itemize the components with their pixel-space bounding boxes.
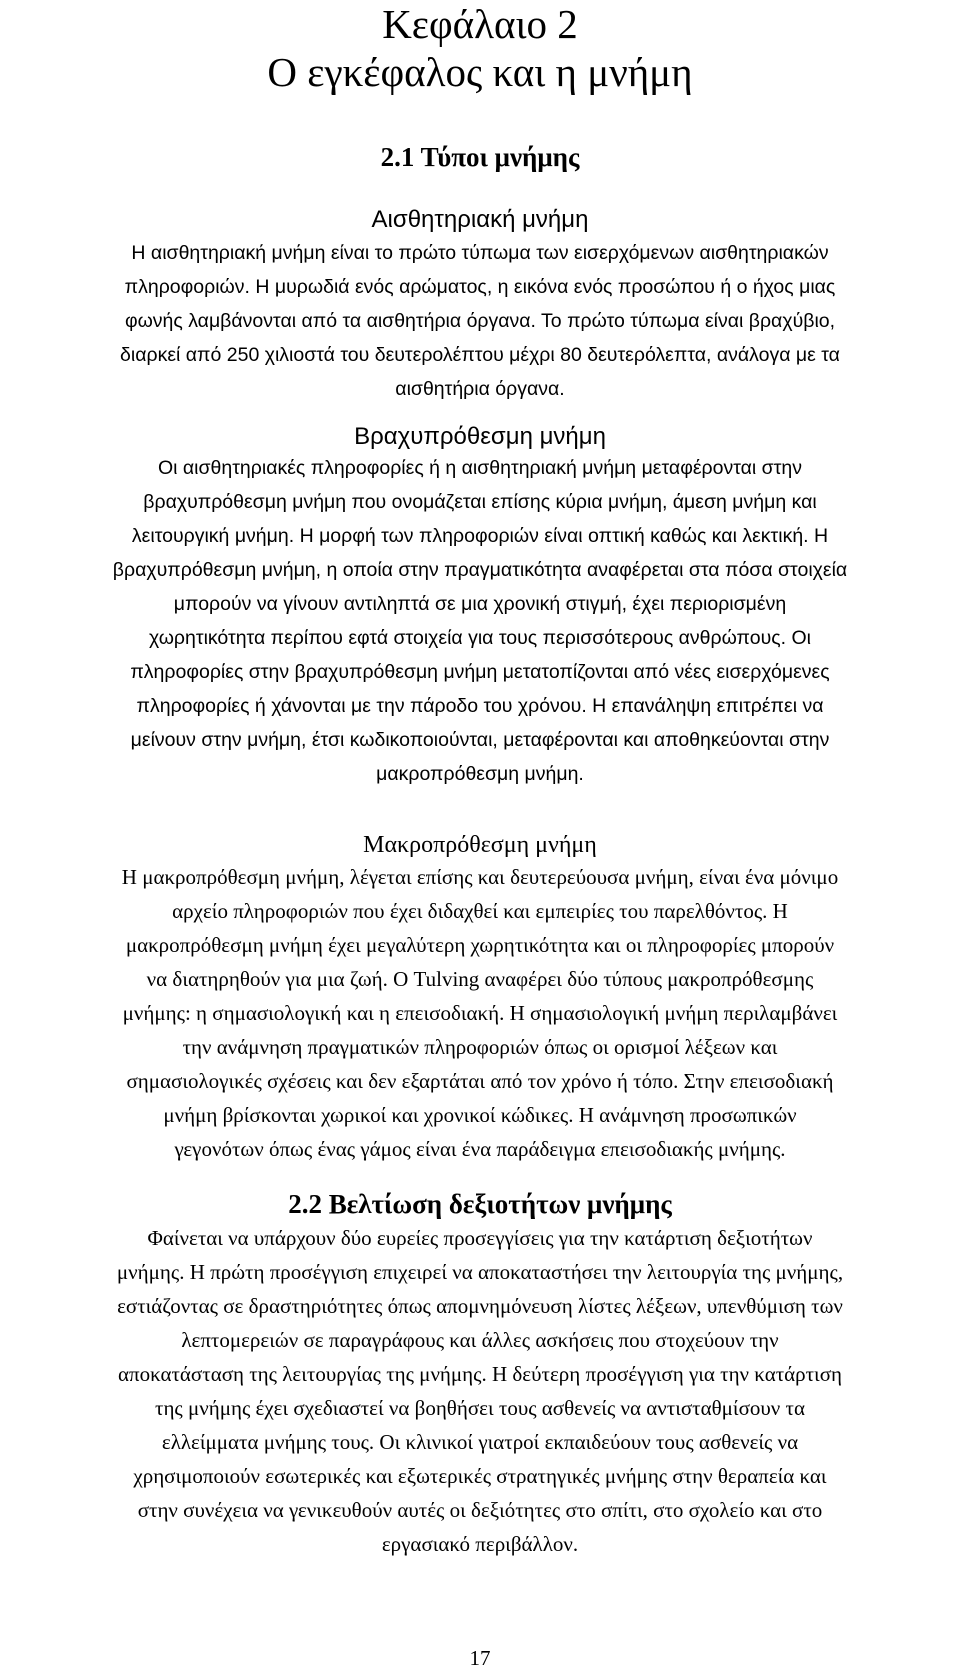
paragraph-line: μνήμη βρίσκονται χωρικοί και χρονικοί κώδικες. Η ανάμνηση προσωπικών xyxy=(163,1103,797,1127)
section-heading-2-2: 2.2 Βελτίωση δεξιοτήτων μνήμης xyxy=(288,1189,672,1219)
paragraph-line: την ανάμνηση πραγματικών πληροφοριών όπως οι ορισμοί λέξεων και xyxy=(182,1035,778,1059)
paragraph-line: χωρητικότητα περίπου εφτά στοιχεία για τους περισσότερους ανθρώπους. Οι xyxy=(149,627,811,649)
chapter-title xyxy=(0,0,960,96)
paragraph-line: λειτουργική μνήμη. Η μορφή των πληροφοριών είναι οπτική καθώς και λεκτική. Η xyxy=(131,525,829,547)
paragraph-line: διαρκεί από 250 χιλιοστά του δευτερολέπτου μέχρι 80 δευτερόλεπτα, ανάλογα με τα xyxy=(120,344,840,366)
paragraph-memory-skills xyxy=(6,1221,954,1561)
chapter-title-line-1: Κεφάλαιο 2 xyxy=(382,1,578,47)
paragraph-line: εργασιακό περιβάλλον. xyxy=(381,1532,579,1556)
paragraph-line: πληροφοριών. Η μυρωδιά ενός αρώματος, η εικόνα ενός προσώπου ή ο ήχος μιας xyxy=(124,276,836,298)
paragraph-line: μνήμης. Η πρώτη προσέγγιση επιχειρεί να αποκαταστήσει την λειτουργία της μνήμης, xyxy=(116,1260,844,1284)
page-number: 17 xyxy=(469,1646,491,1670)
subheading-long-term-memory: Μακροπρόθεσμη μνήμη xyxy=(363,832,597,858)
paragraph-line: εστιάζοντας σε δραστηριότητες όπως απομνημόνευση λίστες λέξεων, υπενθύμιση των xyxy=(117,1294,843,1318)
paragraph-line: βραχυπρόθεσμη μνήμη, η οποία στην πραγματικότητα αναφέρεται στα πόσα στοιχεία xyxy=(112,559,848,581)
section-heading-2-1: 2.1 Τύποι μνήμης xyxy=(380,142,580,172)
paragraph-sensory-memory xyxy=(6,236,954,406)
paragraph-line: της μνήμης έχει σχεδιαστεί να βοηθήσει τους ασθενείς να αντισταθμίσουν τα xyxy=(155,1396,805,1420)
paragraph-line: σημασιολογικές σχέσεις και δεν εξαρτάται από τον χρόνο ή τόπο. Στην επεισοδιακή xyxy=(126,1069,834,1093)
paragraph-line: αποκατάσταση της λειτουργίας της μνήμης. Η δεύτερη προσέγγιση για την κατάρτιση xyxy=(117,1362,843,1386)
subheading-sensory-memory: Αισθητηριακή μνήμη xyxy=(371,206,589,233)
paragraph-line: βραχυπρόθεσμη μνήμη που ονομάζεται επίσης κύρια μνήμη, άμεση μνήμη και xyxy=(143,491,817,513)
paragraph-line: μακροπρόθεσμη μνήμη έχει μεγαλύτερη χωρητικότητα και οι πληροφορίες μπορούν xyxy=(125,933,835,957)
paragraph-line: αρχείο πληροφοριών που έχει διδαχθεί και εμπειρίες του παρελθόντος. Η xyxy=(172,899,788,923)
paragraph-line: πληροφορίες ή χάνονται με την πάροδο του χρόνου. Η επανάληψη επιτρέπει να xyxy=(136,695,824,717)
paragraph-line: ελλείμματα μνήμης τους. Οι κλινικοί γιατροί εκπαιδεύουν τους ασθενείς να xyxy=(161,1430,799,1454)
paragraph-line: χρησιμοποιούν εσωτερικές και εξωτερικές στρατηγικές μνήμης στην θεραπεία και xyxy=(133,1464,827,1488)
paragraph-line: Η αισθητηριακή μνήμη είναι το πρώτο τύπωμα των εισερχόμενων αισθητηριακών xyxy=(131,242,829,264)
paragraph-short-term-memory xyxy=(6,451,954,791)
paragraph-line: μπορούν να γίνουν αντιληπτά σε μια χρονική στιγμή, έχει περιορισμένη xyxy=(173,593,787,615)
paragraph-line: Η μακροπρόθεσμη μνήμη, λέγεται επίσης και δευτερεύουσα μνήμη, είναι ένα μόνιμο xyxy=(121,865,839,889)
paragraph-line: λεπτομερειών σε παραγράφους και άλλες ασκήσεις που στοχεύουν την xyxy=(181,1328,779,1352)
paragraph-line: φωνής λαμβάνονται από τα αισθητήρια όργανα. Το πρώτο τύπωμα είναι βραχύβιο, xyxy=(124,310,836,332)
chapter-title-line-2: Ο εγκέφαλος και η μνήμη xyxy=(267,49,693,95)
paragraph-line: στην συνέχεια να γενικευθούν αυτές οι δεξιότητες στο σπίτι, στο σχολείο και στο xyxy=(137,1498,823,1522)
paragraph-line: μνήμης: η σημασιολογική και η επεισοδιακή. Η σημασιολογική μνήμη περιλαμβάνει xyxy=(122,1001,838,1025)
paragraph-line: να διατηρηθούν για μια ζωή. Ο Tulving αναφέρει δύο τύπους μακροπρόθεσμης xyxy=(146,967,814,991)
paragraph-line: αισθητήρια όργανα. xyxy=(395,378,565,400)
paragraph-long-term-memory xyxy=(6,860,954,1166)
paragraph-line: Οι αισθητηριακές πληροφορίες ή η αισθητηριακή μνήμη μεταφέρονται στην xyxy=(157,457,803,479)
subheading-short-term-memory: Βραχυπρόθεσμη μνήμη xyxy=(354,423,606,450)
paragraph-line: μακροπρόθεσμη μνήμη. xyxy=(376,763,584,785)
paragraph-line: πληροφορίες στην βραχυπρόθεσμη μνήμη μετατοπίζονται από νέες εισερχόμενες xyxy=(130,661,830,683)
paragraph-line: γεγονότων όπως ένας γάμος είναι ένα παράδειγμα επεισοδιακής μνήμης. xyxy=(174,1137,786,1161)
paragraph-line: μείνουν στην μνήμη, έτσι κωδικοποιούνται, μεταφέρονται και αποθηκεύονται στην xyxy=(130,729,830,751)
paragraph-line: Φαίνεται να υπάρχουν δύο ευρείες προσεγγίσεις για την κατάρτιση δεξιοτήτων xyxy=(147,1226,813,1250)
